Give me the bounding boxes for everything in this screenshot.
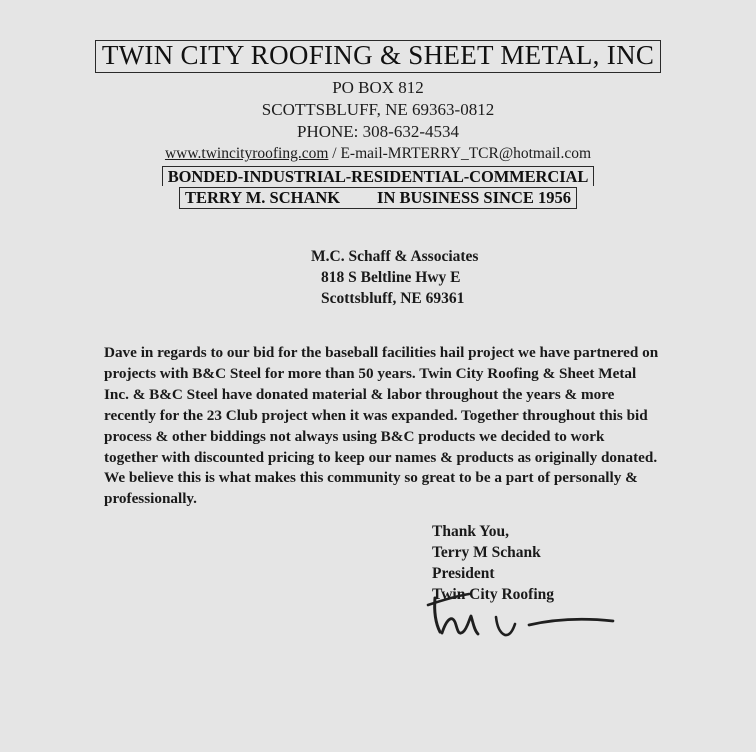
principal-name: TERRY M. SCHANK: [185, 188, 341, 207]
closing-salutation: Thank You,: [432, 523, 509, 540]
signer-company: Twin City Roofing: [432, 586, 555, 603]
signer-title: President: [432, 565, 495, 582]
signer-name: Terry M Schank: [432, 544, 541, 561]
phone-line: PHONE: 308-632-4534: [297, 122, 459, 141]
established-since: IN BUSINESS SINCE 1956: [377, 188, 571, 207]
recipient-address-block: [311, 246, 478, 309]
website-link[interactable]: www.twincityroofing.com: [164, 145, 329, 162]
recipient-street: 818 S Beltline Hwy E: [321, 269, 461, 286]
email-address[interactable]: E-mail-MRTERRY_TCR@hotmail.com: [340, 145, 592, 162]
company-name: TWIN CITY ROOFING & SHEET METAL, INC: [101, 40, 655, 70]
services-box: [162, 166, 594, 186]
principal-box: [179, 187, 577, 209]
recipient-name: M.C. Schaff & Associates: [311, 248, 479, 265]
web-email-line: [0, 144, 756, 163]
web-email-separator: /: [328, 145, 341, 162]
recipient-city-state-zip: Scottsbluff, NE 69361: [321, 290, 465, 307]
letterhead: [0, 40, 756, 209]
handwritten-signature: [425, 592, 655, 650]
principal-row: [185, 188, 571, 208]
company-name-box: [95, 40, 661, 73]
city-state-zip-line: SCOTTSBLUFF, NE 69363-0812: [261, 100, 495, 119]
services-line: BONDED-INDUSTRIAL-RESIDENTIAL-COMMERCIAL: [167, 167, 589, 186]
po-box-line: PO BOX 812: [332, 78, 424, 97]
letter-body-paragraph: Dave in regards to our bid for the baseball facilities hail project we have partnered on projects with B&C Steel for more than 50 years. Twin City Roofing & Sheet Metal Inc. & B&C Steel have donated material & labor throughout the years & more recently for the 23 Club project when it was expanded. Together throughout this bid process & other biddings not always using B&C products we decided to work together with discounted pricing to keep our names & products as originally donated. We believe this is what makes this community so great to be a part of personally & professionally.: [104, 344, 659, 508]
signature-ink-icon: [425, 592, 655, 650]
